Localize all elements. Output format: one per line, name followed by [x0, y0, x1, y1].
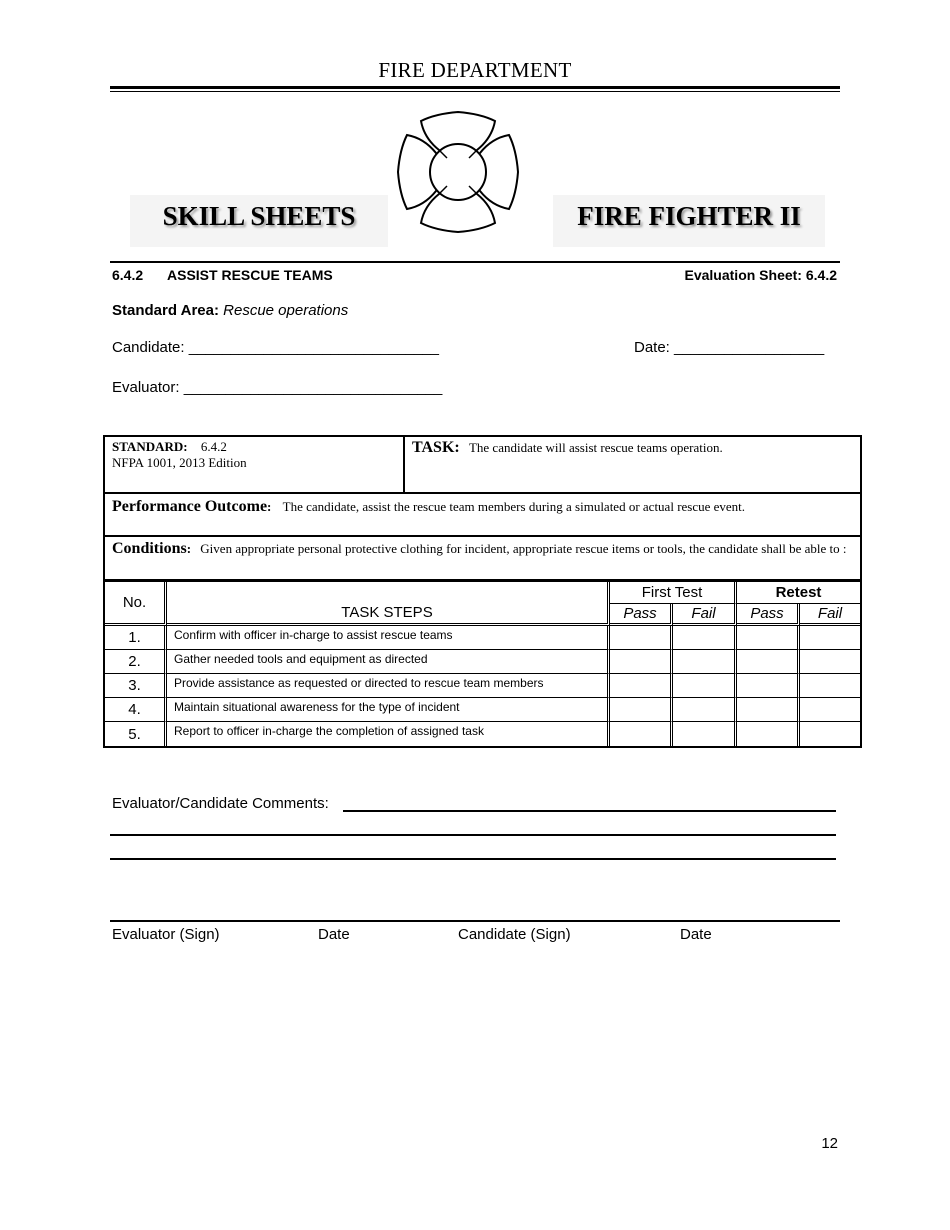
task-text: The candidate will assist rescue teams operation.	[468, 440, 723, 455]
header-rule-thick	[110, 86, 840, 89]
retest-pass-checkbox[interactable]	[737, 698, 800, 722]
conditions-cell	[104, 536, 861, 580]
conditions-colon: :	[186, 541, 192, 556]
table-row	[105, 674, 860, 698]
evaluator-sign-label: Evaluator (Sign)	[112, 926, 220, 943]
first-fail-checkbox[interactable]	[673, 626, 737, 650]
first-test-fail-header: Fail	[673, 604, 737, 626]
standard-label: STANDARD:	[112, 439, 188, 454]
outcome-text: The candidate, assist the rescue team members during a simulated or actual rescue event.	[282, 499, 746, 514]
evaluator-date-label: Date	[318, 926, 350, 943]
section-heading	[112, 267, 333, 283]
page-number: 12	[821, 1135, 838, 1152]
skill-sheets-title: SKILL SHEETS	[162, 201, 356, 231]
standard-edition: NFPA 1001, 2013 Edition	[112, 455, 247, 470]
retest-fail-checkbox[interactable]	[800, 674, 860, 698]
step-text: Gather needed tools and equipment as directed	[167, 650, 610, 674]
standard-area	[112, 302, 348, 319]
retest-fail-header: Fail	[800, 604, 860, 626]
outcome-label: Performance Outcome	[112, 498, 268, 515]
conditions-text: Given appropriate personal protective clothing for incident, appropriate rescue items or tools, the candidate shall be able to :	[200, 541, 847, 556]
table-row	[105, 650, 860, 674]
candidate-sign-label: Candidate (Sign)	[458, 926, 571, 943]
first-fail-checkbox[interactable]	[673, 698, 737, 722]
table-row	[105, 722, 860, 746]
retest-fail-checkbox[interactable]	[800, 626, 860, 650]
fire-fighter-title: FIRE FIGHTER II	[577, 201, 801, 231]
first-pass-checkbox[interactable]	[610, 722, 673, 746]
retest-fail-checkbox[interactable]	[800, 650, 860, 674]
standard-cell	[104, 436, 404, 493]
retest-pass-checkbox[interactable]	[737, 626, 800, 650]
task-cell	[404, 436, 861, 493]
table-row	[105, 698, 860, 722]
standard-value: 6.4.2	[200, 439, 227, 454]
first-pass-checkbox[interactable]	[610, 626, 673, 650]
maltese-cross-icon	[395, 110, 521, 234]
task-steps-table	[103, 580, 862, 748]
first-pass-checkbox[interactable]	[610, 674, 673, 698]
step-number: 2.	[105, 650, 167, 674]
header-rule-thin	[110, 91, 840, 92]
step-text: Report to officer in-charge the completion of assigned task	[167, 722, 610, 746]
step-number: 3.	[105, 674, 167, 698]
outcome-colon: :	[267, 499, 272, 514]
candidate-field[interactable]: Candidate: ______________________________	[112, 339, 439, 356]
step-number: 5.	[105, 722, 167, 746]
task-label: TASK:	[412, 439, 460, 456]
conditions-label: Conditions	[112, 540, 187, 557]
retest-pass-checkbox[interactable]	[737, 650, 800, 674]
step-number: 1.	[105, 626, 167, 650]
task-steps-header: TASK STEPS	[167, 582, 610, 626]
comments-line-2[interactable]	[110, 834, 836, 836]
department-title: FIRE DEPARTMENT	[378, 58, 572, 82]
candidate-date-label: Date	[680, 926, 712, 943]
banner-left	[130, 195, 388, 247]
retest-fail-checkbox[interactable]	[800, 698, 860, 722]
section-title: ASSIST RESCUE TEAMS	[167, 267, 333, 283]
comments-line-3[interactable]	[110, 858, 836, 860]
performance-outcome-cell	[104, 493, 861, 536]
date-field[interactable]: Date: __________________	[634, 339, 825, 356]
standard-table	[103, 435, 862, 581]
step-number: 4.	[105, 698, 167, 722]
comments-line-1[interactable]	[343, 810, 836, 812]
first-pass-checkbox[interactable]	[610, 698, 673, 722]
banner-right	[553, 195, 825, 247]
retest-pass-checkbox[interactable]	[737, 722, 800, 746]
first-pass-checkbox[interactable]	[610, 650, 673, 674]
step-text: Confirm with officer in-charge to assist rescue teams	[167, 626, 610, 650]
standard-area-label: Standard Area:	[112, 302, 219, 319]
step-text: Maintain situational awareness for the type of incident	[167, 698, 610, 722]
step-text: Provide assistance as requested or directed to rescue team members	[167, 674, 610, 698]
table-row	[105, 626, 860, 650]
comments-label: Evaluator/Candidate Comments:	[112, 795, 329, 812]
section-rule	[110, 261, 840, 263]
retest-pass-header: Pass	[737, 604, 800, 626]
first-test-header: First Test	[610, 582, 737, 604]
first-fail-checkbox[interactable]	[673, 674, 737, 698]
section-number: 6.4.2	[112, 267, 144, 283]
retest-header: Retest	[737, 582, 860, 604]
no-header: No.	[105, 582, 167, 626]
evaluator-field[interactable]: Evaluator: _______________________________	[112, 379, 443, 396]
retest-fail-checkbox[interactable]	[800, 722, 860, 746]
first-fail-checkbox[interactable]	[673, 650, 737, 674]
retest-pass-checkbox[interactable]	[737, 674, 800, 698]
signature-rule	[110, 920, 840, 922]
standard-area-value: Rescue operations	[223, 302, 349, 319]
first-test-pass-header: Pass	[610, 604, 673, 626]
first-fail-checkbox[interactable]	[673, 722, 737, 746]
evaluation-sheet: Evaluation Sheet: 6.4.2	[684, 267, 837, 283]
